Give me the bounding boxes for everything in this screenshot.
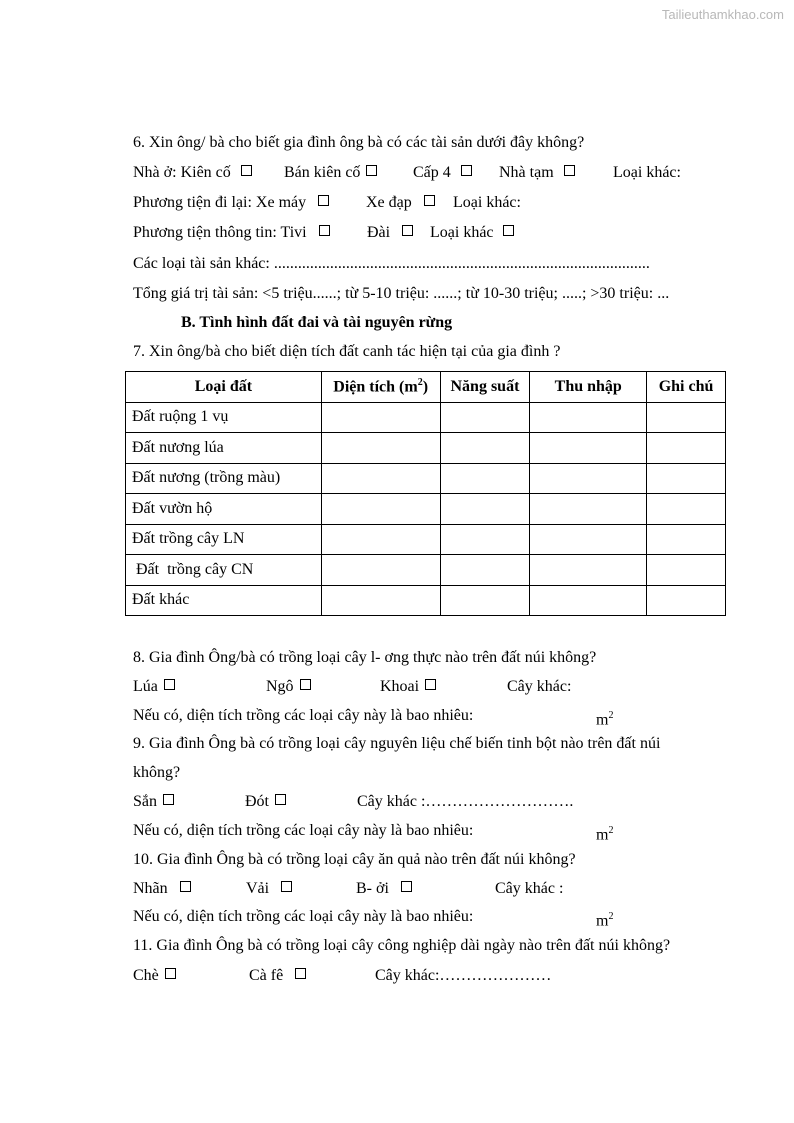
house-solid-label: Nhà ở: Kiên cố (133, 164, 231, 181)
section-b-heading (181, 313, 452, 333)
table-row (126, 555, 726, 586)
q9-question-line2: không? (133, 764, 181, 781)
header-yield: Năng suất (440, 372, 530, 403)
house-temp-option (499, 163, 575, 183)
checkbox-q11-tea[interactable] (165, 968, 176, 979)
media-radio-label: Đài (367, 224, 391, 241)
yield-cell[interactable] (440, 463, 530, 494)
house-temp-label: Nhà tạm (499, 164, 554, 181)
q10-question: 10. Gia đình Ông bà có trồng loại cây ăn quả nào trên đất núi không? (133, 851, 576, 868)
section-b-letter: B (181, 314, 192, 331)
checkbox-q10-lychee[interactable] (281, 881, 292, 892)
q11-tea-option (133, 966, 176, 986)
header-income: Thu nhập (530, 372, 647, 403)
q8-unit-base: m (596, 711, 609, 729)
q6-media-row (133, 223, 330, 243)
q10-lychee-label: Vải (246, 880, 270, 897)
vehicle-bicycle-label: Xe đạp (366, 194, 412, 211)
q8-potato-label: Khoai (380, 678, 420, 695)
note-cell[interactable] (647, 524, 726, 555)
note-cell[interactable] (647, 402, 726, 433)
checkbox-q9-dot[interactable] (275, 794, 286, 805)
table-row (126, 402, 726, 433)
note-cell[interactable] (647, 555, 726, 586)
q8-rice-label: Lúa (133, 678, 158, 695)
q8-corn-option (266, 677, 311, 697)
watermark: Tailieuthamkhao.com (661, 7, 784, 22)
header-area (321, 372, 440, 403)
q9-dot-label: Đót (245, 793, 269, 810)
header-area-text: Diện tích (m (333, 378, 418, 396)
checkbox-media-other[interactable] (503, 225, 514, 236)
income-cell[interactable] (530, 585, 647, 616)
q8-area-text: Nếu có, diện tích trồng các loại cây này là bao nhiêu: (133, 707, 474, 724)
checkbox-house-semi[interactable] (366, 165, 377, 176)
q11-question: 11. Gia đình Ông bà có trồng loại cây công nghiệp dài ngày nào trên đất núi không? (133, 937, 671, 954)
income-cell[interactable] (530, 402, 647, 433)
table-row (126, 585, 726, 616)
q9-other-label: Cây khác :………………………. (357, 793, 574, 810)
area-cell[interactable] (321, 433, 440, 464)
income-cell[interactable] (530, 524, 647, 555)
q9-cassava-option (133, 792, 174, 812)
q8-other-label: Cây khác: (507, 678, 572, 695)
media-other-label: Loại khác (430, 224, 494, 241)
checkbox-house-solid[interactable] (241, 165, 252, 176)
q10-unit (596, 907, 613, 931)
q11-tea-label: Chè (133, 967, 159, 984)
q11-coffee-label: Cà fê (249, 967, 284, 984)
q6-house-row (133, 163, 252, 183)
income-cell[interactable] (530, 555, 647, 586)
yield-cell[interactable] (440, 585, 530, 616)
yield-cell[interactable] (440, 494, 530, 525)
q10-longan-option (133, 879, 191, 899)
yield-cell[interactable] (440, 433, 530, 464)
house-grade4-option (413, 163, 472, 183)
q9-question-line1: 9. Gia đình Ông bà có trồng loại cây nguyên liệu chế biến tinh bột nào trên đất núi (133, 735, 661, 752)
q9-unit-base: m (596, 826, 609, 844)
q11-other-label: Cây khác:………………… (375, 967, 552, 984)
q10-longan-label: Nhãn (133, 880, 168, 897)
area-cell[interactable] (321, 555, 440, 586)
q8-rice-option (133, 677, 175, 697)
q8-question: 8. Gia đình Ông/bà có trồng loại cây l- ơng thực nào trên đất núi không? (133, 649, 597, 666)
q10-area-text: Nếu có, diện tích trồng các loại cây này là bao nhiêu: (133, 908, 474, 925)
checkbox-q8-potato[interactable] (425, 679, 436, 690)
checkbox-q8-rice[interactable] (164, 679, 175, 690)
q7-question: 7. Xin ông/bà cho biết diện tích đất canh tác hiện tại của gia đình ? (133, 343, 561, 360)
area-cell[interactable] (321, 402, 440, 433)
note-cell[interactable] (647, 585, 726, 616)
land-type-cell: Đất ruộng 1 vụ (126, 402, 322, 433)
q8-unit (596, 706, 613, 730)
q6-other-assets: Các loại tài sản khác: .............................................................................................. (133, 255, 650, 272)
q8-corn-label: Ngô (266, 678, 294, 695)
land-type-cell: Đất trồng cây CN (126, 555, 322, 586)
table-header-row (126, 372, 726, 403)
checkbox-house-grade4[interactable] (461, 165, 472, 176)
area-cell[interactable] (321, 463, 440, 494)
media-other-option (430, 223, 514, 243)
land-type-cell: Đất nương lúa (126, 433, 322, 464)
note-cell[interactable] (647, 433, 726, 464)
house-semi-label: Bán kiên cố (284, 164, 361, 181)
table-row (126, 494, 726, 525)
house-semi-option (284, 163, 377, 183)
house-grade4-label: Cấp 4 (413, 164, 451, 181)
q6-total-value: Tổng giá trị tài sản: <5 triệu......; từ 5-10 triệu: ......; từ 10-30 triệu; .....; >30 triệu: ... (133, 285, 670, 302)
header-note: Ghi chú (647, 372, 726, 403)
area-cell[interactable] (321, 524, 440, 555)
checkbox-q10-pomelo[interactable] (401, 881, 412, 892)
q8-potato-option (380, 677, 436, 697)
checkbox-vehicle-motorbike[interactable] (318, 195, 329, 206)
q10-pomelo-label: B- ởi (356, 880, 389, 897)
land-type-cell: Đất khác (126, 585, 322, 616)
q10-pomelo-option (356, 879, 412, 899)
yield-cell[interactable] (440, 555, 530, 586)
q6-question: 6. Xin ông/ bà cho biết gia đình ông bà có các tài sản dưới đây không? (133, 134, 585, 151)
media-radio-option (367, 223, 413, 243)
q10-lychee-option (246, 879, 292, 899)
table-row (126, 463, 726, 494)
section-b-title: . Tình hình đất đai và tài nguyên rừng (191, 314, 453, 331)
land-type-cell: Đất nương (trồng màu) (126, 463, 322, 494)
house-other-label: Loại khác: (613, 164, 681, 181)
q9-unit (596, 821, 613, 845)
yield-cell[interactable] (440, 524, 530, 555)
header-land-type: Loại đất (126, 372, 322, 403)
vehicle-bicycle-option (366, 193, 435, 213)
media-tv-label: Phương tiện thông tin: Tivi (133, 224, 307, 241)
income-cell[interactable] (530, 494, 647, 525)
land-type-cell: Đất vườn hộ (126, 494, 322, 525)
area-cell[interactable] (321, 585, 440, 616)
q8-unit-sup: 2 (608, 710, 614, 721)
header-area-sup: 2 (417, 377, 423, 389)
note-cell[interactable] (647, 494, 726, 525)
area-cell[interactable] (321, 494, 440, 525)
checkbox-media-radio[interactable] (402, 225, 413, 236)
checkbox-vehicle-bicycle[interactable] (424, 195, 435, 206)
q11-coffee-option (249, 966, 306, 986)
income-cell[interactable] (530, 463, 647, 494)
q9-unit-sup: 2 (608, 825, 614, 836)
q9-dot-option (245, 792, 286, 812)
table-row (126, 524, 726, 555)
q10-unit-base: m (596, 912, 609, 930)
vehicle-motorbike-label: Phương tiện đi lại: Xe máy (133, 194, 307, 211)
checkbox-house-temp[interactable] (564, 165, 575, 176)
checkbox-q10-longan[interactable] (180, 881, 191, 892)
table-row (126, 433, 726, 464)
vehicle-other-label: Loại khác: (453, 194, 521, 211)
yield-cell[interactable] (440, 402, 530, 433)
checkbox-q11-coffee[interactable] (295, 968, 306, 979)
q10-unit-sup: 2 (608, 911, 614, 922)
income-cell[interactable] (530, 433, 647, 464)
q9-cassava-label: Sắn (133, 793, 157, 810)
checkbox-q9-cassava[interactable] (163, 794, 174, 805)
q9-area-text: Nếu có, diện tích trồng các loại cây này là bao nhiêu: (133, 822, 474, 839)
header-area-close: ) (422, 378, 429, 396)
q10-other-label: Cây khác : (495, 880, 564, 897)
land-area-table (125, 371, 726, 616)
checkbox-media-tv[interactable] (319, 225, 330, 236)
checkbox-q8-corn[interactable] (300, 679, 311, 690)
note-cell[interactable] (647, 463, 726, 494)
q6-vehicle-row (133, 193, 329, 213)
land-type-cell: Đất trồng cây LN (126, 524, 322, 555)
